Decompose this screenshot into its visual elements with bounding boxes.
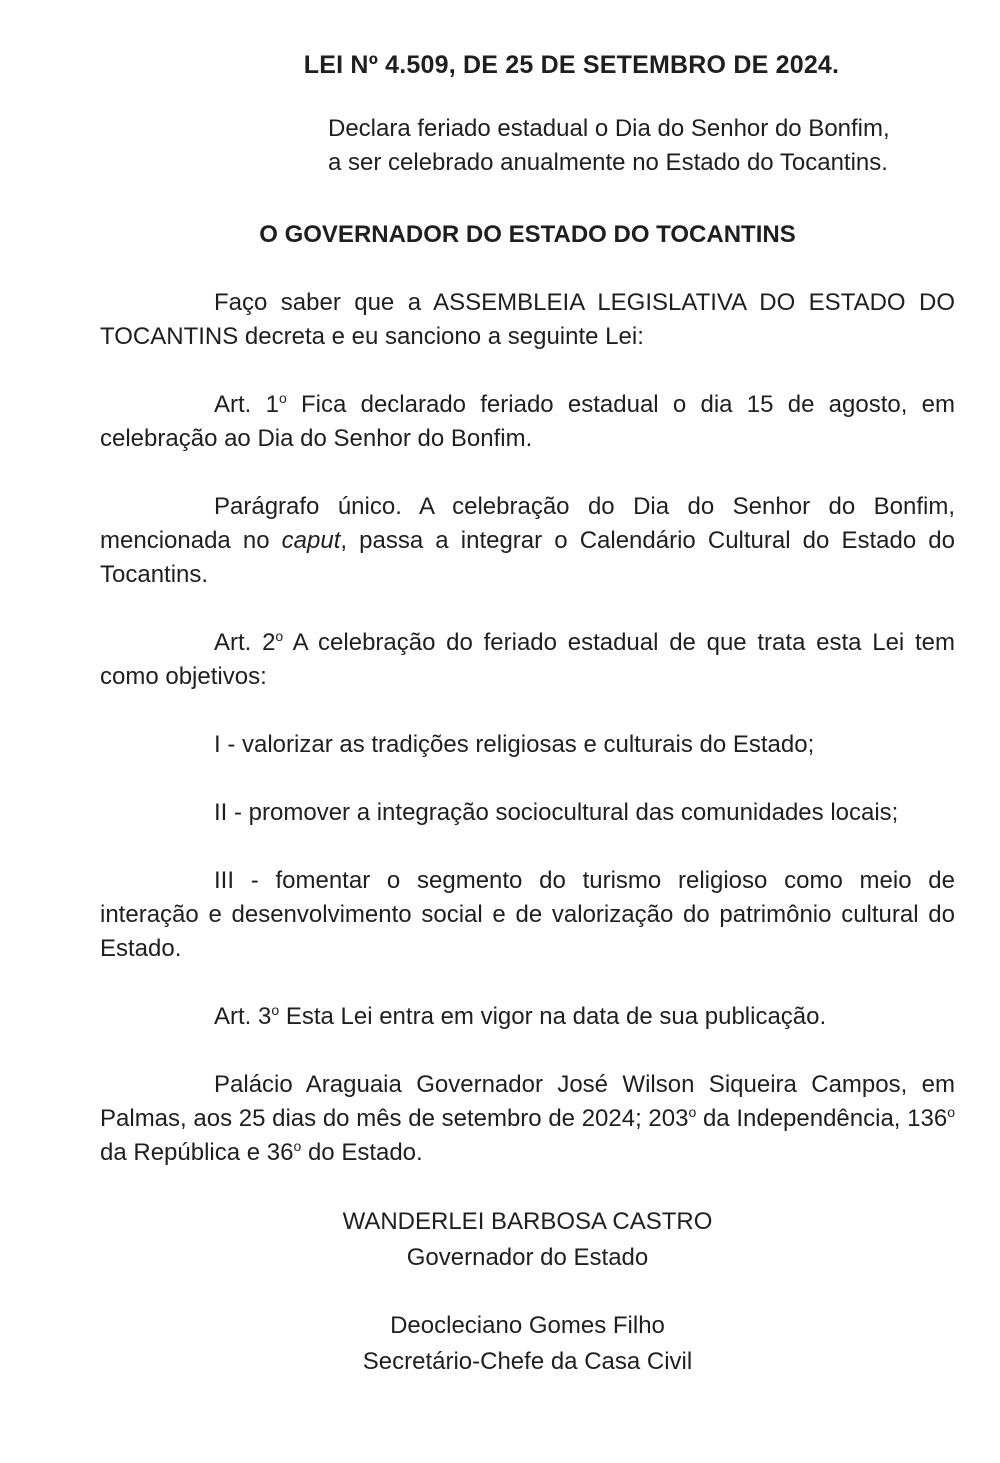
article-3-label: Art. 3	[214, 1003, 272, 1030]
article-2-label: Art. 2	[214, 629, 276, 656]
ordinal-mark: o	[271, 1002, 280, 1018]
article-1-label: Art. 1	[214, 391, 279, 418]
governor-name: WANDERLEI BARBOSA CASTRO	[342, 1208, 713, 1235]
single-paragraph-text-b: , passa a integrar o Calendário Cultural do Estado do Tocantins.	[100, 527, 955, 588]
law-summary	[328, 112, 955, 180]
ordinal-mark: o	[688, 1104, 697, 1120]
single-paragraph	[100, 490, 955, 592]
closing-text-a: Palácio Araguaia Governador José Wilson Siqueira Campos, em Palmas, aos 25 dias do mês de setembro de 2024; 203	[100, 1071, 955, 1132]
item-iii: III - fomentar o segmento do turismo religioso como meio de interação e desenvolvimento social e de valorização do patrimônio cultural do Estado.	[100, 867, 955, 962]
preamble-paragraph: Faço saber que a ASSEMBLEIA LEGISLATIVA DO ESTADO DO TOCANTINS decreta e eu sanciono a seguinte Lei:	[100, 289, 955, 350]
law-title: LEI Nº 4.509, DE 25 DE SETEMBRO DE 2024.	[303, 51, 840, 79]
governor-title: Governador do Estado	[406, 1244, 649, 1271]
issuing-authority: O GOVERNADOR DO ESTADO DO TOCANTINS	[259, 221, 796, 248]
article-2-text: A celebração do feriado estadual de que trata esta Lei tem como objetivos:	[100, 629, 955, 690]
governor-signature-block	[100, 1204, 955, 1276]
summary-line-1: Declara feriado estadual o Dia do Senhor do Bonfim,	[328, 115, 890, 142]
article-2	[100, 626, 955, 694]
closing-text-d: do Estado.	[301, 1139, 423, 1166]
item-ii: II - promover a integração sociocultural das comunidades locais;	[214, 799, 899, 826]
secretary-name: Deocleciano Gomes Filho	[390, 1312, 665, 1339]
closing-text-b: da Independência, 136	[696, 1105, 948, 1132]
ordinal-mark: o	[947, 1104, 955, 1120]
caput-term: caput	[281, 527, 341, 554]
article-1-text: Fica declarado feriado estadual o dia 15 de agosto, em celebração ao Dia do Senhor do Bonfim.	[100, 391, 955, 452]
closing-text-c: da República e 36	[100, 1139, 294, 1166]
secretary-title: Secretário-Chefe da Casa Civil	[362, 1348, 693, 1375]
ordinal-mark: o	[293, 1138, 302, 1154]
summary-line-2: a ser celebrado anualmente no Estado do Tocantins.	[328, 149, 888, 176]
article-1	[100, 388, 955, 456]
article-3	[100, 1000, 955, 1034]
ordinal-mark: o	[275, 628, 284, 644]
law-document	[100, 48, 955, 1380]
article-3-text: Esta Lei entra em vigor na data de sua publicação.	[279, 1003, 827, 1030]
secretary-signature-block	[100, 1308, 955, 1380]
ordinal-mark: o	[278, 390, 287, 406]
single-paragraph-text-a: Parágrafo único. A celebração do Dia do Senhor do Bonfim, mencionada no	[100, 493, 955, 554]
item-i: I - valorizar as tradições religiosas e culturais do Estado;	[214, 731, 815, 758]
closing-paragraph	[100, 1068, 955, 1170]
